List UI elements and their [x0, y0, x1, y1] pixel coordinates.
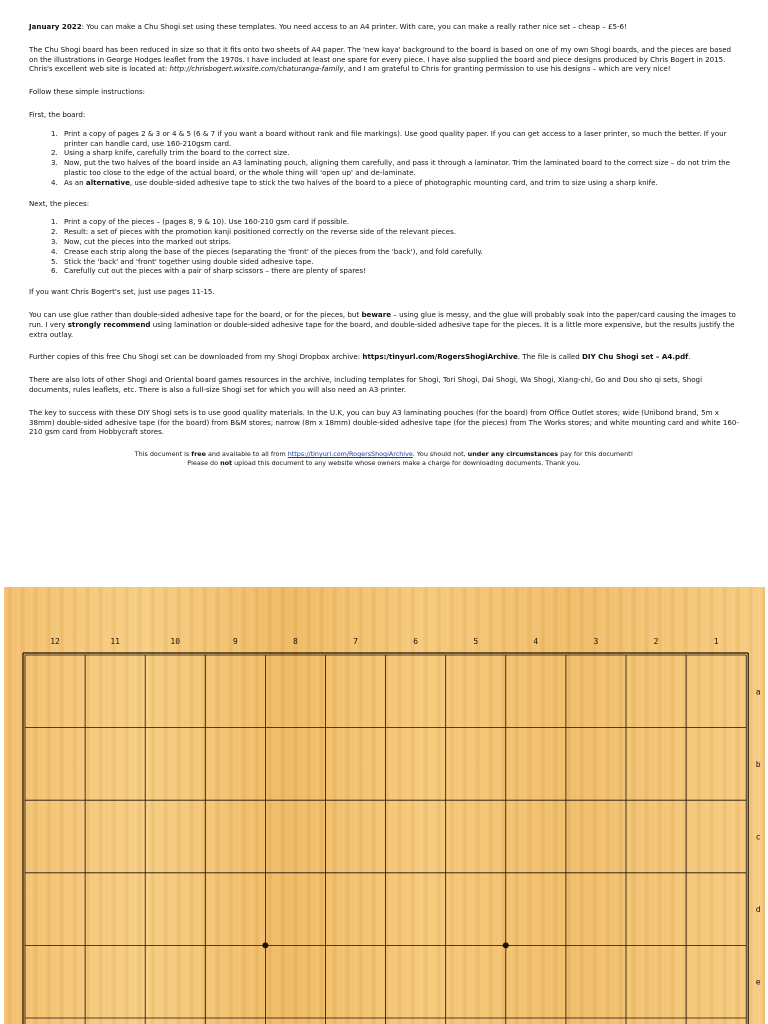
board-step: 2. Using a sharp knife, carefully trim the board to the correct size. [60, 148, 739, 158]
piece-step: 2. Result: a set of pieces with the promotion kanji positioned correctly on the reverse side of the relevant pieces. [60, 227, 739, 237]
rank-label: a [755, 687, 761, 697]
piece-step: 6. Carefully cut out the pieces with a pair of sharp scissors – there are plenty of spares! [60, 266, 739, 276]
board-step: 1. Print a copy of pages 2 & 3 or 4 & 5 (6 & 7 if you want a board without rank and file markings). Use good quality paper. If you can get access to a laser printer, so much the better. If your printer can handle card, use 160-210gsm card. [60, 129, 739, 149]
file-label: 11 [110, 637, 120, 646]
bogert-website-link[interactable]: http://chrisbogert.wixsite.com/chaturanga-family [169, 64, 344, 74]
chu-shogi-board [4, 587, 765, 1024]
footer-text: upload this document to any website whose owners make a charge for downloading documents. Thank you. [232, 458, 581, 467]
rank-label: e [755, 977, 761, 987]
board-step [60, 178, 739, 188]
piece-step: 4. Crease each strip along the base of the pieces (separating the 'front' of the pieces from the 'back'), and fold carefully. [60, 247, 739, 257]
intro-date: January 2022 [29, 22, 82, 31]
board-heading: First, the board: [29, 109, 86, 119]
promotion-zone-dot [262, 942, 268, 948]
footer-text: . You should not, [412, 450, 468, 459]
board-step4-bold: alternative [85, 177, 130, 187]
board-grid-svg [4, 587, 765, 1024]
bogert-note: If you want Chris Bogert's set, just use pages 11-15. [29, 287, 215, 297]
board-step: 3. Now, put the two halves of the board inside an A3 laminating pouch, aligning them carefully, and pass it through a laminator. Trim the laminated board to the correct size – do not trim the plastic too close to the edge of the actual board, or the whole thing will 'open up' and de-laminate. [60, 158, 739, 178]
file-label: 10 [170, 637, 181, 646]
copies-text-c: . The file is called [517, 352, 583, 362]
pieces-heading: Next, the pieces: [29, 198, 90, 208]
file-label: 8 [293, 637, 298, 646]
file-label: 12 [50, 637, 60, 646]
footer-free: free [191, 450, 206, 459]
footer-text: Please do [187, 458, 221, 467]
file-label: 3 [593, 637, 599, 646]
piece-steps-list [29, 217, 739, 276]
footer-line-2 [29, 459, 739, 467]
glue-text-c: – using glue is messy, and the glue will probably soak into the paper/card causing the images to run. I very [29, 309, 736, 329]
footer-text: pay for this document! [558, 450, 634, 459]
glue-text-a: You can use glue rather than double-sided adhesive tape for the board, or for the pieces, but [29, 309, 362, 319]
rank-label: b [755, 759, 761, 769]
file-label: 9 [232, 637, 238, 646]
copies-text-e: . [688, 352, 691, 362]
footer-text: and available to all from [205, 450, 288, 459]
piece-step: 1. Print a copy of the pieces – (pages 8, 9 & 10). Use 160-210 gsm card if possible. [60, 217, 739, 227]
follow-instructions-text: Follow these simple instructions: [29, 87, 146, 97]
intro-paragraph [29, 22, 739, 32]
footer-text: This document is [134, 450, 192, 459]
para1-text-b: , and I am grateful to Chris for granting permission to use his designs – which are very nice! [343, 64, 671, 74]
copies-paragraph [29, 352, 739, 362]
file-label: 5 [473, 637, 479, 646]
footer-warning: under any circumstances [467, 450, 559, 459]
rank-label: c [755, 832, 761, 842]
footer-notice [29, 450, 739, 467]
file-label: 7 [353, 637, 358, 646]
piece-step: 3. Now, cut the pieces into the marked out strips. [60, 237, 739, 247]
file-label: 4 [533, 637, 539, 646]
board-step4-prefix: As an [64, 177, 86, 187]
copies-text-a: Further copies of this free Chu Shogi set can be downloaded from my Shogi Dropbox archive: [29, 352, 363, 362]
file-label: 2 [653, 637, 659, 646]
promotion-zone-dot [503, 942, 509, 948]
other-resources-paragraph: There are also lots of other Shogi and Oriental board games resources in the archive, including templates for Shogi, Tori Shogi, Dai Shogi, Wa Shogi, Xiang-chi, Go and Dou sho qi sets, Shogi documents, rules leaflets, etc. There is also a full-size Shogi set for which you will also need an A3 printer. [29, 375, 703, 394]
board-steps-list [29, 129, 739, 188]
glue-text-e: using lamination or double-sided adhesive tape for the board, and double-sided adhesive tape for the pieces. It is a little more expensive, but the results justify the extra outlay. [29, 319, 735, 339]
board-step4-suffix: , use double-sided adhesive tape to stick the two halves of the board to a piece of photographic mounting card, and trim to size using a sharp knife. [129, 177, 658, 187]
board-description-paragraph [29, 45, 739, 74]
piece-step: 5. Stick the 'back' and 'front' together using double sided adhesive tape. [60, 257, 739, 267]
archive-url: https:/tinyurl.com/RogersShogiArchive [362, 352, 518, 362]
glue-beware: beware [361, 309, 392, 319]
footer-not: not [220, 458, 233, 467]
para1-text-a: The Chu Shogi board has been reduced in size so that it fits onto two sheets of A4 paper. The 'new kaya' background to the board is based on one of my own Shogi boards, and the pieces are based on the illustrations in George Hodges leaflet from the 1970s. I have included at least one spare for every piece. I have also supplied the board and piece designs produced by Chris Bogert in 2015. Chris's excellent web site is located at: [29, 44, 732, 74]
rank-label: d [755, 905, 761, 915]
file-label: 6 [413, 637, 419, 646]
glue-strongly-recommend: strongly recommend [67, 319, 151, 329]
intro-text: : You can make a Chu Shogi set using these templates. You need access to an A4 printer. With care, you can make a really rather nice set – cheap – £5-6! [81, 22, 627, 31]
glue-paragraph [29, 310, 739, 339]
file-label: 1 [713, 637, 719, 646]
file-name: DIY Chu Shogi set – A4.pdf [582, 352, 689, 362]
archive-link[interactable]: https://tinyurl.com/RogersShogiArchive [287, 450, 413, 459]
materials-paragraph: The key to success with these DIY Shogi sets is to use good quality materials. In the U.K, you can buy A3 laminating pouches (for the board) from Office Outlet stores; wide (Unibond brand, 5m x 38mm) double-sided adhesive tape (for the board) from B&M stores; narrow (8m x 18mm) double-sided adhesive tape (for the pieces) from The Works stores; and white mounting card and white 160-210 gsm card from Hobbycraft stores. [29, 407, 739, 437]
footer-line-1 [29, 450, 739, 458]
